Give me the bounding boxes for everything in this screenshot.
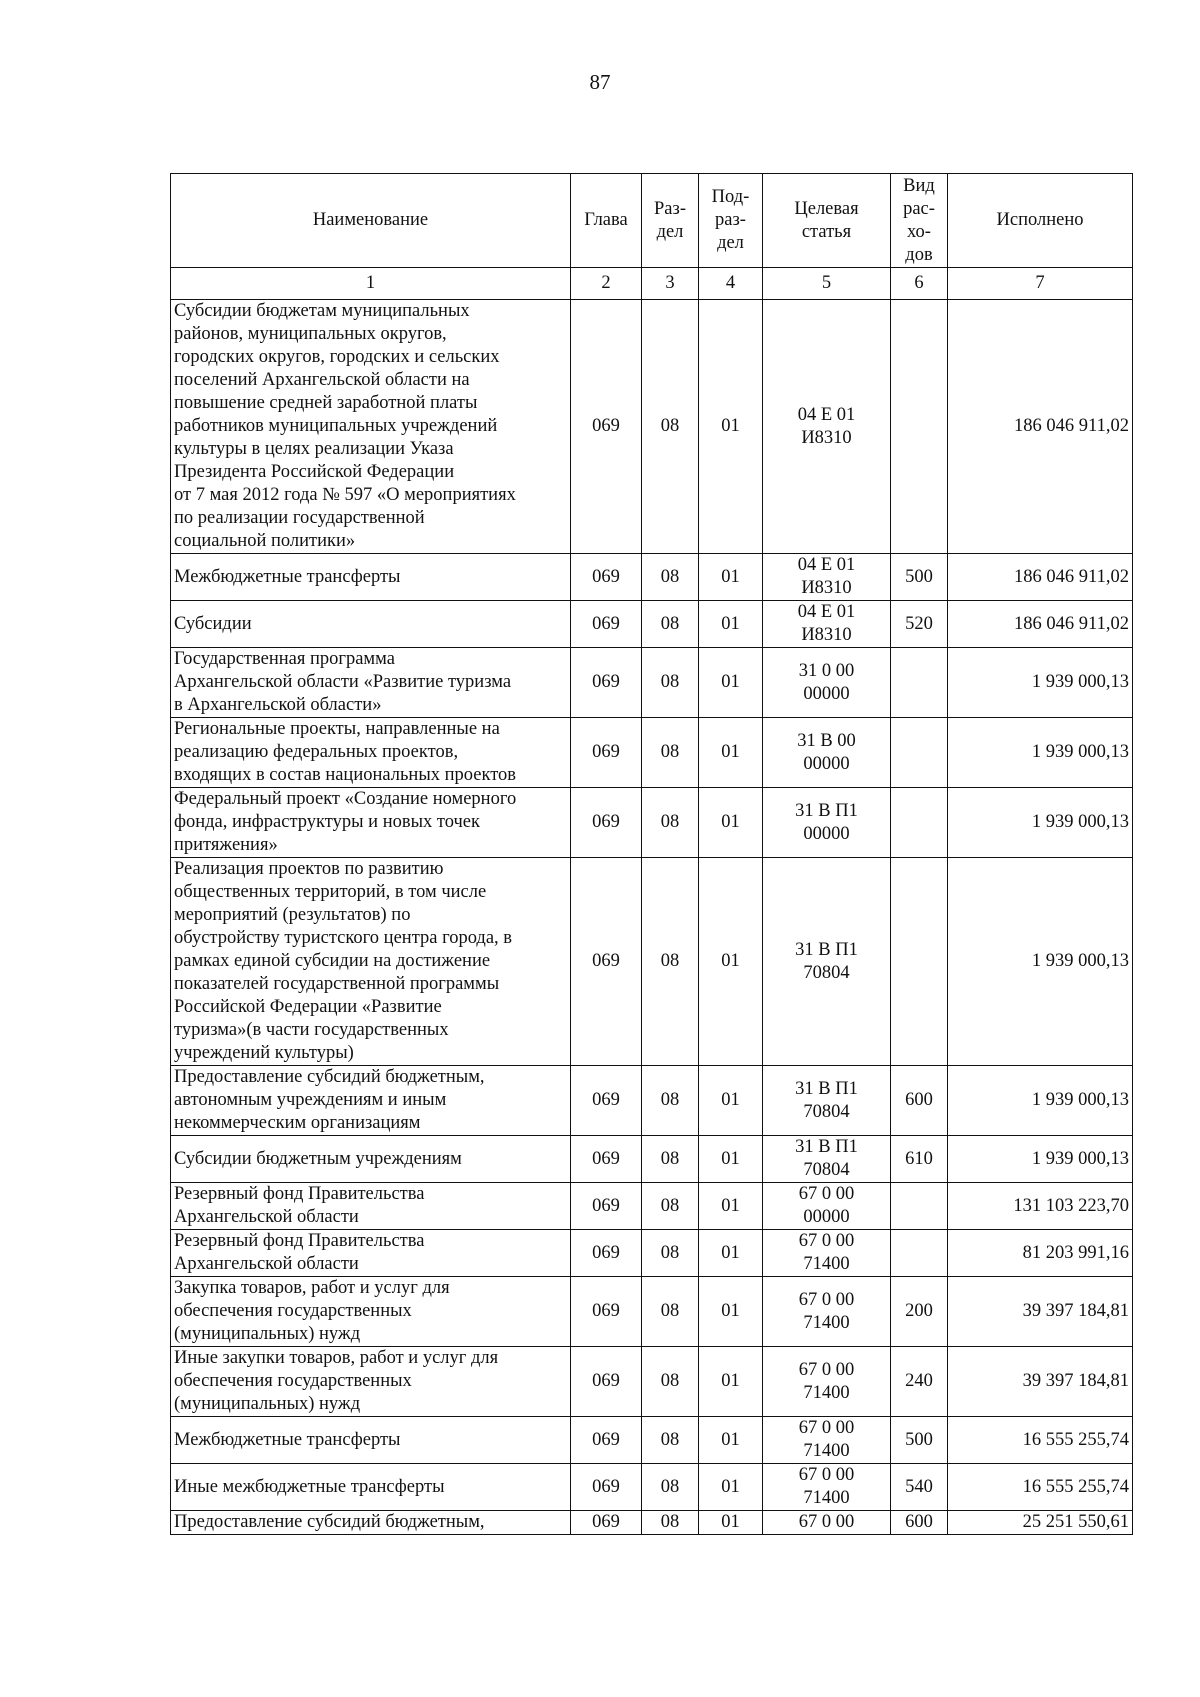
- row-name: Закупка товаров, работ и услуг для обеспечения государственных (муниципальных) нужд: [171, 1277, 571, 1347]
- row-expense-type: 500: [891, 1417, 948, 1464]
- row-razdel: 08: [642, 1464, 699, 1511]
- row-name: Субсидии бюджетным учреждениям: [171, 1136, 571, 1183]
- column-number: 7: [948, 268, 1133, 300]
- row-target-article: 67 0 00 00000: [763, 1183, 891, 1230]
- row-expense-type: [891, 858, 948, 1066]
- row-razdel: 08: [642, 788, 699, 858]
- row-expense-type: [891, 300, 948, 554]
- row-expense-type: [891, 1230, 948, 1277]
- table-row: [171, 601, 1133, 648]
- table-row: [171, 858, 1133, 1066]
- row-target-article: 67 0 00 71400: [763, 1277, 891, 1347]
- row-razdel: 08: [642, 648, 699, 718]
- row-amount: 1 939 000,13: [948, 648, 1133, 718]
- header-target-article: Целевая статья: [763, 174, 891, 268]
- row-razdel: 08: [642, 1347, 699, 1417]
- row-razdel: 08: [642, 1511, 699, 1535]
- row-podrazdel: 01: [699, 718, 763, 788]
- row-podrazdel: 01: [699, 1464, 763, 1511]
- row-amount: 1 939 000,13: [948, 788, 1133, 858]
- column-number: 5: [763, 268, 891, 300]
- row-razdel: 08: [642, 1066, 699, 1136]
- row-target-article: 67 0 00 71400: [763, 1230, 891, 1277]
- row-target-article: 31 В П1 00000: [763, 788, 891, 858]
- row-razdel: 08: [642, 1230, 699, 1277]
- row-name: Резервный фонд Правительства Архангельской области: [171, 1183, 571, 1230]
- row-name: Предоставление субсидий бюджетным, автономным учреждениям и иным некоммерческим организациям: [171, 1066, 571, 1136]
- row-amount: 186 046 911,02: [948, 554, 1133, 601]
- row-amount: 186 046 911,02: [948, 300, 1133, 554]
- row-podrazdel: 01: [699, 1347, 763, 1417]
- row-name: Иные межбюджетные трансферты: [171, 1464, 571, 1511]
- row-razdel: 08: [642, 1417, 699, 1464]
- row-glava: 069: [571, 1417, 642, 1464]
- row-amount: 131 103 223,70: [948, 1183, 1133, 1230]
- row-glava: 069: [571, 1066, 642, 1136]
- row-podrazdel: 01: [699, 1066, 763, 1136]
- column-number: 2: [571, 268, 642, 300]
- header-expense-type: Вид рас- хо- дов: [891, 174, 948, 268]
- table-row: [171, 1136, 1133, 1183]
- row-podrazdel: 01: [699, 1230, 763, 1277]
- row-glava: 069: [571, 718, 642, 788]
- table-row: [171, 554, 1133, 601]
- header-executed: Исполнено: [948, 174, 1133, 268]
- row-glava: 069: [571, 1511, 642, 1535]
- row-glava: 069: [571, 601, 642, 648]
- row-glava: 069: [571, 1230, 642, 1277]
- row-razdel: 08: [642, 1277, 699, 1347]
- row-expense-type: [891, 788, 948, 858]
- row-podrazdel: 01: [699, 1136, 763, 1183]
- row-target-article: 67 0 00: [763, 1511, 891, 1535]
- column-number-row: [171, 268, 1133, 300]
- column-number: 3: [642, 268, 699, 300]
- row-expense-type: 540: [891, 1464, 948, 1511]
- row-target-article: 31 В П1 70804: [763, 1136, 891, 1183]
- row-name: Субсидии бюджетам муниципальных районов, муниципальных округов, городских округов, городских и сельских поселений Архангельской области на повышение средней заработной платы работников муниципальных учреждений культуры в целях реализации Указа Президента Российской Федерации от 7 мая 2012 года № 597 «О мероприятиях по реализации государственной социальной политики»: [171, 300, 571, 554]
- row-target-article: 31 В 00 00000: [763, 718, 891, 788]
- table-header-row: [171, 174, 1133, 268]
- column-number: 6: [891, 268, 948, 300]
- row-expense-type: 610: [891, 1136, 948, 1183]
- table-row: [171, 1230, 1133, 1277]
- row-target-article: 04 Е 01 И8310: [763, 554, 891, 601]
- row-podrazdel: 01: [699, 554, 763, 601]
- row-amount: 81 203 991,16: [948, 1230, 1133, 1277]
- row-podrazdel: 01: [699, 1417, 763, 1464]
- table-row: [171, 1277, 1133, 1347]
- header-glava: Глава: [571, 174, 642, 268]
- row-glava: 069: [571, 648, 642, 718]
- row-name: Межбюджетные трансферты: [171, 554, 571, 601]
- row-expense-type: 200: [891, 1277, 948, 1347]
- table-row: [171, 1464, 1133, 1511]
- row-razdel: 08: [642, 601, 699, 648]
- row-podrazdel: 01: [699, 788, 763, 858]
- column-number: 4: [699, 268, 763, 300]
- row-razdel: 08: [642, 858, 699, 1066]
- row-glava: 069: [571, 554, 642, 601]
- row-razdel: 08: [642, 554, 699, 601]
- table-row: [171, 1066, 1133, 1136]
- row-target-article: 31 0 00 00000: [763, 648, 891, 718]
- row-expense-type: 520: [891, 601, 948, 648]
- row-glava: 069: [571, 788, 642, 858]
- row-target-article: 67 0 00 71400: [763, 1347, 891, 1417]
- row-target-article: 31 В П1 70804: [763, 1066, 891, 1136]
- row-expense-type: 240: [891, 1347, 948, 1417]
- row-target-article: 67 0 00 71400: [763, 1464, 891, 1511]
- row-podrazdel: 01: [699, 1511, 763, 1535]
- row-glava: 069: [571, 1277, 642, 1347]
- table-row: [171, 788, 1133, 858]
- row-razdel: 08: [642, 300, 699, 554]
- row-expense-type: [891, 1183, 948, 1230]
- row-name: Государственная программа Архангельской области «Развитие туризма в Архангельской области»: [171, 648, 571, 718]
- budget-execution-table: [170, 173, 1133, 1535]
- table-row: [171, 718, 1133, 788]
- row-name: Федеральный проект «Создание номерного фонда, инфраструктуры и новых точек притяжения»: [171, 788, 571, 858]
- page-number: 87: [589, 70, 611, 94]
- row-amount: 1 939 000,13: [948, 858, 1133, 1066]
- row-amount: 39 397 184,81: [948, 1277, 1133, 1347]
- row-glava: 069: [571, 1347, 642, 1417]
- row-expense-type: 600: [891, 1066, 948, 1136]
- row-amount: 16 555 255,74: [948, 1464, 1133, 1511]
- row-razdel: 08: [642, 1136, 699, 1183]
- row-podrazdel: 01: [699, 601, 763, 648]
- column-number: 1: [171, 268, 571, 300]
- row-target-article: 67 0 00 71400: [763, 1417, 891, 1464]
- row-amount: 1 939 000,13: [948, 1136, 1133, 1183]
- row-target-article: 04 Е 01 И8310: [763, 300, 891, 554]
- row-podrazdel: 01: [699, 858, 763, 1066]
- table-row: [171, 1183, 1133, 1230]
- row-podrazdel: 01: [699, 300, 763, 554]
- header-razdel: Раз- дел: [642, 174, 699, 268]
- row-razdel: 08: [642, 1183, 699, 1230]
- row-name: Региональные проекты, направленные на реализацию федеральных проектов, входящих в состав национальных проектов: [171, 718, 571, 788]
- table-row: [171, 300, 1133, 554]
- row-name: Субсидии: [171, 601, 571, 648]
- row-name: Реализация проектов по развитию общественных территорий, в том числе мероприятий (результатов) по обустройству туристского центра города, в рамках единой субсидии на достижение показателей государственной программы Российской Федерации «Развитие туризма»(в части государственных учреждений культуры): [171, 858, 571, 1066]
- row-expense-type: 600: [891, 1511, 948, 1535]
- row-glava: 069: [571, 858, 642, 1066]
- row-expense-type: 500: [891, 554, 948, 601]
- row-amount: 186 046 911,02: [948, 601, 1133, 648]
- row-amount: 1 939 000,13: [948, 1066, 1133, 1136]
- table-body: [171, 300, 1133, 1535]
- table-row: [171, 1417, 1133, 1464]
- table-row: [171, 1347, 1133, 1417]
- row-name: Межбюджетные трансферты: [171, 1417, 571, 1464]
- row-glava: 069: [571, 1464, 642, 1511]
- row-amount: 25 251 550,61: [948, 1511, 1133, 1535]
- row-amount: 39 397 184,81: [948, 1347, 1133, 1417]
- row-razdel: 08: [642, 718, 699, 788]
- row-glava: 069: [571, 1183, 642, 1230]
- row-podrazdel: 01: [699, 1183, 763, 1230]
- table-row: [171, 1511, 1133, 1535]
- table-row: [171, 648, 1133, 718]
- header-podrazdel: Под- раз- дел: [699, 174, 763, 268]
- row-target-article: 31 В П1 70804: [763, 858, 891, 1066]
- row-expense-type: [891, 648, 948, 718]
- row-podrazdel: 01: [699, 648, 763, 718]
- row-target-article: 04 Е 01 И8310: [763, 601, 891, 648]
- header-name: Наименование: [171, 174, 571, 268]
- row-name: Резервный фонд Правительства Архангельской области: [171, 1230, 571, 1277]
- row-expense-type: [891, 718, 948, 788]
- row-glava: 069: [571, 1136, 642, 1183]
- row-amount: 1 939 000,13: [948, 718, 1133, 788]
- row-glava: 069: [571, 300, 642, 554]
- row-amount: 16 555 255,74: [948, 1417, 1133, 1464]
- row-podrazdel: 01: [699, 1277, 763, 1347]
- row-name: Иные закупки товаров, работ и услуг для обеспечения государственных (муниципальных) нужд: [171, 1347, 571, 1417]
- row-name: Предоставление субсидий бюджетным,: [171, 1511, 571, 1535]
